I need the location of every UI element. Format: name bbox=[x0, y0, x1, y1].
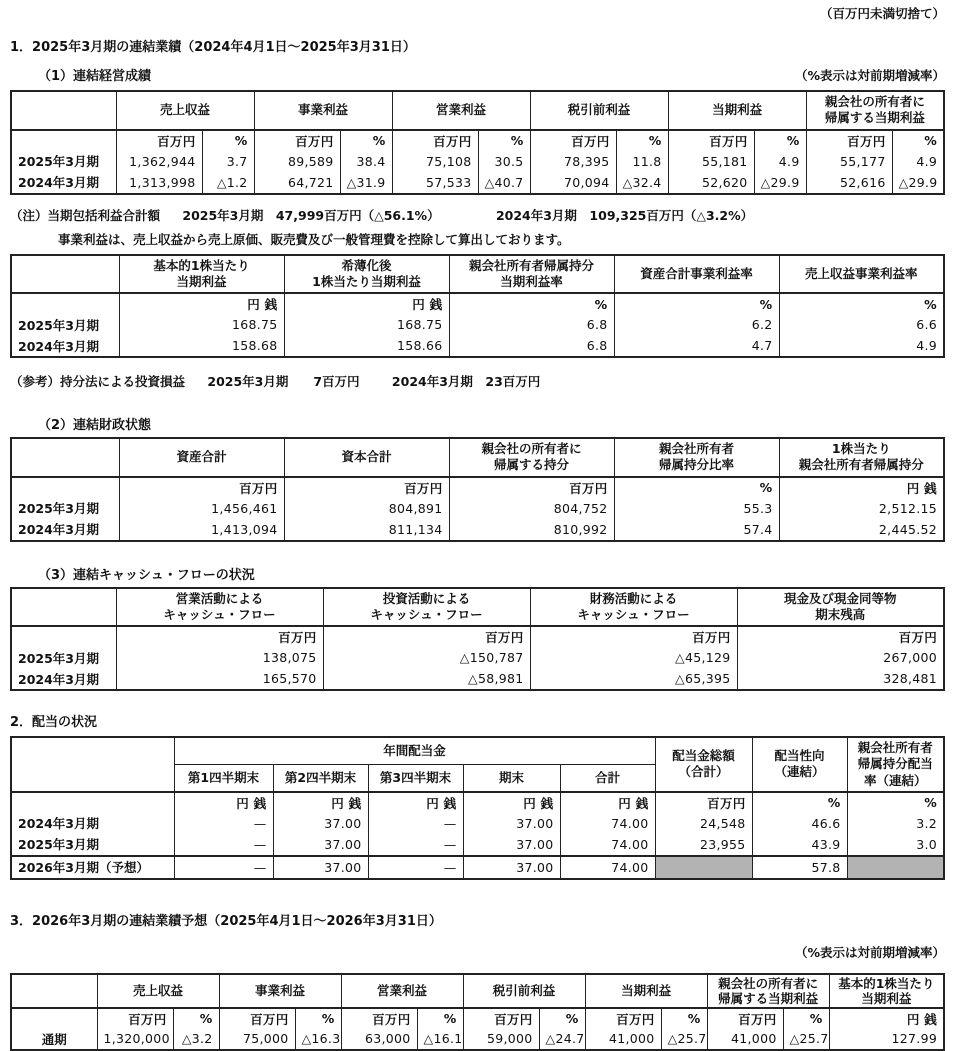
unit-label: 円 銭 bbox=[368, 792, 463, 813]
table-forecast bbox=[10, 973, 945, 1051]
column-header-profit-owners: 親会社の所有者に 帰属する当期利益 bbox=[806, 91, 944, 130]
unit-label: % bbox=[539, 1008, 585, 1029]
table-cell: 55.3 bbox=[614, 498, 779, 519]
column-header-investing-cf: 投資活動による キャッシュ・フロー bbox=[323, 588, 530, 627]
unit-label: % bbox=[202, 130, 254, 151]
table-cell: 75,108 bbox=[392, 151, 478, 172]
table-row bbox=[11, 335, 944, 357]
table-cell: 37.00 bbox=[463, 856, 560, 879]
table-row bbox=[11, 172, 944, 194]
column-header-net-profit: 当期利益 bbox=[668, 91, 806, 130]
row-label: 2026年3月期（予想） bbox=[11, 856, 174, 879]
unit-label: 円 銭 bbox=[779, 477, 944, 498]
table-cell: 64,721 bbox=[254, 172, 340, 194]
unit-label: % bbox=[173, 1008, 219, 1029]
table-cell: 74.00 bbox=[560, 813, 655, 834]
table-cell: △58,981 bbox=[323, 668, 530, 690]
unit-label: 百万円 bbox=[707, 1008, 783, 1029]
table-cell: — bbox=[174, 834, 273, 856]
unit-label: % bbox=[417, 1008, 463, 1029]
row-label bbox=[11, 477, 119, 498]
row-label bbox=[11, 626, 116, 647]
table-cell: 55,181 bbox=[668, 151, 754, 172]
table-operating-results bbox=[10, 90, 945, 195]
section2-title: 2．配当の状況 bbox=[10, 715, 98, 730]
table-cell: △16.1 bbox=[417, 1029, 463, 1050]
table-cell: 4.9 bbox=[754, 151, 806, 172]
table-cell: 75,000 bbox=[219, 1029, 295, 1050]
column-header-roe: 親会社所有者帰属持分 当期利益率 bbox=[449, 255, 614, 294]
unit-label: % bbox=[295, 1008, 341, 1029]
table-cell: 168.75 bbox=[284, 314, 449, 335]
unit-label: 百万円 bbox=[585, 1008, 661, 1029]
unit-label: % bbox=[614, 477, 779, 498]
unit-label: 百万円 bbox=[219, 1008, 295, 1029]
table-row bbox=[11, 498, 944, 519]
row-label bbox=[11, 293, 119, 314]
unit-label: 百万円 bbox=[392, 130, 478, 151]
pct-change-note-1: （%表示は対前期増減率） bbox=[794, 68, 945, 83]
unit-label: % bbox=[340, 130, 392, 151]
table-cell: 37.00 bbox=[463, 834, 560, 856]
column-header-year-end: 期末 bbox=[463, 764, 560, 791]
table-cell: 1,320,000 bbox=[97, 1029, 173, 1050]
column-header-roa: 資産合計事業利益率 bbox=[614, 255, 779, 294]
column-header-equity-ratio: 親会社所有者 帰属持分比率 bbox=[614, 438, 779, 477]
table-cell: 37.00 bbox=[273, 813, 368, 834]
table-cell: 127.99 bbox=[829, 1029, 944, 1050]
unit-label: % bbox=[892, 130, 944, 151]
table-cell: 38.4 bbox=[340, 151, 392, 172]
table-cell: 52,616 bbox=[806, 172, 892, 194]
corner-cell bbox=[11, 438, 119, 477]
table-cell: 3.0 bbox=[847, 834, 944, 856]
column-header-business-profit: 事業利益 bbox=[254, 91, 392, 130]
table-cell: 158.66 bbox=[284, 335, 449, 357]
units-row bbox=[11, 792, 944, 813]
table-cell: △25.7 bbox=[783, 1029, 829, 1050]
rounding-note: （百万円未満切捨て） bbox=[819, 6, 945, 21]
row-label: 2025年3月期 bbox=[11, 314, 119, 335]
table-cell: 57,533 bbox=[392, 172, 478, 194]
table-cell: △25.7 bbox=[661, 1029, 707, 1050]
column-header-total-assets: 資産合計 bbox=[119, 438, 284, 477]
column-header-pretax-profit: 税引前利益 bbox=[530, 91, 668, 130]
table-cell: 158.68 bbox=[119, 335, 284, 357]
corner-cell bbox=[11, 974, 97, 1008]
table-row bbox=[11, 813, 944, 834]
unit-label: 百万円 bbox=[284, 477, 449, 498]
table-cell: 37.00 bbox=[273, 856, 368, 879]
unit-label: % bbox=[661, 1008, 707, 1029]
column-header-q1-end: 第1四半期末 bbox=[174, 764, 273, 791]
unit-label: 円 銭 bbox=[829, 1008, 944, 1029]
column-header-dividend-on-equity: 親会社所有者 帰属持分配当 率（連結） bbox=[847, 737, 944, 792]
header-row bbox=[11, 737, 944, 764]
table-cell: 1,456,461 bbox=[119, 498, 284, 519]
table-cell: △32.4 bbox=[616, 172, 668, 194]
table-cell: 811,134 bbox=[284, 519, 449, 541]
table-cell: — bbox=[368, 856, 463, 879]
row-label bbox=[11, 1008, 97, 1029]
table-dividends bbox=[10, 736, 945, 880]
table-cell: 41,000 bbox=[707, 1029, 783, 1050]
column-header-equity-owners: 親会社の所有者に 帰属する持分 bbox=[449, 438, 614, 477]
column-header-diluted-eps: 希薄化後 1株当たり当期利益 bbox=[284, 255, 449, 294]
table-cell: 74.00 bbox=[560, 856, 655, 879]
table-cell: 89,589 bbox=[254, 151, 340, 172]
column-header-net-profit: 当期利益 bbox=[585, 974, 707, 1008]
table-cell: — bbox=[368, 813, 463, 834]
table-cell: 328,481 bbox=[737, 668, 944, 690]
table-cell: 37.00 bbox=[273, 834, 368, 856]
column-header-operating-profit: 営業利益 bbox=[341, 974, 463, 1008]
table-cell: 78,395 bbox=[530, 151, 616, 172]
unit-label: 百万円 bbox=[449, 477, 614, 498]
header-row bbox=[11, 91, 944, 130]
note-value-2025: 2025年3月期 7百万円 bbox=[207, 374, 360, 389]
note-comprehensive-income bbox=[10, 206, 945, 224]
column-header-profit-owners: 親会社の所有者に 帰属する当期利益 bbox=[707, 974, 829, 1008]
row-label bbox=[11, 792, 174, 813]
table-row bbox=[11, 647, 944, 668]
table-cell: 2,512.15 bbox=[779, 498, 944, 519]
column-header-pretax-profit: 税引前利益 bbox=[463, 974, 585, 1008]
row-label: 2024年3月期 bbox=[11, 335, 119, 357]
column-header-business-profit: 事業利益 bbox=[219, 974, 341, 1008]
units-row bbox=[11, 477, 944, 498]
corner-cell bbox=[11, 737, 174, 792]
table-cell: 63,000 bbox=[341, 1029, 417, 1050]
table-cash-flows bbox=[10, 587, 945, 692]
table-cell: 4.9 bbox=[779, 335, 944, 357]
table-cell: △16.3 bbox=[295, 1029, 341, 1050]
table-cell: △3.2 bbox=[173, 1029, 219, 1050]
table-cell: — bbox=[174, 856, 273, 879]
note-equity-method bbox=[10, 372, 945, 390]
unit-label: 百万円 bbox=[97, 1008, 173, 1029]
column-header-basic-eps: 基本的1株当たり 当期利益 bbox=[829, 974, 944, 1008]
section1-3-title: （3）連結キャッシュ・フローの状況 bbox=[38, 567, 255, 583]
column-header-operating-cf: 営業活動による キャッシュ・フロー bbox=[116, 588, 323, 627]
unit-label: 百万円 bbox=[806, 130, 892, 151]
unit-label: 百万円 bbox=[254, 130, 340, 151]
table-cell: 804,752 bbox=[449, 498, 614, 519]
table-cell: 70,094 bbox=[530, 172, 616, 194]
table-cell: 6.2 bbox=[614, 314, 779, 335]
table-row bbox=[11, 834, 944, 856]
unit-label: % bbox=[616, 130, 668, 151]
table-row bbox=[11, 668, 944, 690]
row-label: 通期 bbox=[11, 1029, 97, 1050]
table-cell: 4.7 bbox=[614, 335, 779, 357]
table-cell: 1,413,094 bbox=[119, 519, 284, 541]
row-label: 2025年3月期 bbox=[11, 498, 119, 519]
unit-label: % bbox=[478, 130, 530, 151]
row-label: 2025年3月期 bbox=[11, 834, 174, 856]
unit-label: 百万円 bbox=[655, 792, 752, 813]
table-cell: 46.6 bbox=[752, 813, 847, 834]
table-row-forecast bbox=[11, 856, 944, 879]
column-header-basic-eps: 基本的1株当たり 当期利益 bbox=[119, 255, 284, 294]
header-row bbox=[11, 588, 944, 627]
corner-cell bbox=[11, 588, 116, 627]
table-cell: 52,620 bbox=[668, 172, 754, 194]
table-cell: 1,313,998 bbox=[116, 172, 202, 194]
note-value-2024: 2024年3月期 109,325百万円（△3.2%） bbox=[495, 207, 754, 223]
column-header-revenue: 売上収益 bbox=[116, 91, 254, 130]
unit-label: 百万円 bbox=[668, 130, 754, 151]
units-row bbox=[11, 293, 944, 314]
column-header-financing-cf: 財務活動による キャッシュ・フロー bbox=[530, 588, 737, 627]
table-cell: △29.9 bbox=[754, 172, 806, 194]
table-cell: 267,000 bbox=[737, 647, 944, 668]
table-cell: 2,445.52 bbox=[779, 519, 944, 541]
table-cell: — bbox=[174, 813, 273, 834]
section3-title: 3．2026年3月期の連結業績予想（2025年4月1日～2026年3月31日） bbox=[10, 913, 442, 929]
table-cell: △29.9 bbox=[892, 172, 944, 194]
row-label bbox=[11, 130, 116, 151]
unit-label: 百万円 bbox=[119, 477, 284, 498]
corner-cell bbox=[11, 255, 119, 294]
units-row bbox=[11, 1008, 944, 1029]
table-cell: 138,075 bbox=[116, 647, 323, 668]
column-header-annual-dividend: 年間配当金 bbox=[174, 737, 655, 764]
table-per-share bbox=[10, 254, 945, 359]
unit-label: % bbox=[847, 792, 944, 813]
unit-label: 百万円 bbox=[323, 626, 530, 647]
column-header-operating-profit: 営業利益 bbox=[392, 91, 530, 130]
table-cell: 1,362,944 bbox=[116, 151, 202, 172]
units-row bbox=[11, 626, 944, 647]
unit-label: 円 銭 bbox=[174, 792, 273, 813]
table-cell: 810,992 bbox=[449, 519, 614, 541]
table-financial-position bbox=[10, 437, 945, 542]
table-cell: 41,000 bbox=[585, 1029, 661, 1050]
header-row bbox=[11, 255, 944, 294]
table-cell: 11.8 bbox=[616, 151, 668, 172]
unit-label: 百万円 bbox=[341, 1008, 417, 1029]
table-cell: △24.7 bbox=[539, 1029, 585, 1050]
table-cell: — bbox=[368, 834, 463, 856]
table-cell: 74.00 bbox=[560, 834, 655, 856]
table-row bbox=[11, 314, 944, 335]
table-row bbox=[11, 1029, 944, 1050]
table-cell: △1.2 bbox=[202, 172, 254, 194]
section1-2-title: （2）連結財政状態 bbox=[38, 418, 152, 433]
row-label: 2024年3月期 bbox=[11, 172, 116, 194]
table-cell: 30.5 bbox=[478, 151, 530, 172]
table-cell: 37.00 bbox=[463, 813, 560, 834]
table-cell: 6.8 bbox=[449, 314, 614, 335]
table-cell: 59,000 bbox=[463, 1029, 539, 1050]
table-cell: △31.9 bbox=[340, 172, 392, 194]
table-cell: 6.8 bbox=[449, 335, 614, 357]
column-header-margin: 売上収益事業利益率 bbox=[779, 255, 944, 294]
unit-label: % bbox=[614, 293, 779, 314]
note-label: （参考）持分法による投資損益 bbox=[10, 374, 186, 389]
table-cell: △45,129 bbox=[530, 647, 737, 668]
table-row bbox=[11, 519, 944, 541]
unit-label: 百万円 bbox=[737, 626, 944, 647]
pct-change-note-2: （%表示は対前期増減率） bbox=[794, 944, 945, 960]
unit-label: 百万円 bbox=[530, 130, 616, 151]
unit-label: 百万円 bbox=[116, 130, 202, 151]
table-cell: 4.9 bbox=[892, 151, 944, 172]
row-label: 2025年3月期 bbox=[11, 151, 116, 172]
unit-label: % bbox=[752, 792, 847, 813]
unit-label: 百万円 bbox=[116, 626, 323, 647]
table-row bbox=[11, 151, 944, 172]
table-cell: △150,787 bbox=[323, 647, 530, 668]
table-cell-blank bbox=[655, 856, 752, 879]
table-cell: △40.7 bbox=[478, 172, 530, 194]
table-cell: 43.9 bbox=[752, 834, 847, 856]
unit-label: 百万円 bbox=[530, 626, 737, 647]
column-header-total: 合計 bbox=[560, 764, 655, 791]
header-row bbox=[11, 438, 944, 477]
unit-label: % bbox=[449, 293, 614, 314]
table-cell: 3.2 bbox=[847, 813, 944, 834]
column-header-q3-end: 第3四半期末 bbox=[368, 764, 463, 791]
column-header-equity-per-share: 1株当たり 親会社所有者帰属持分 bbox=[779, 438, 944, 477]
section1-1-title: （1）連結経営成績 bbox=[38, 69, 152, 84]
column-header-revenue: 売上収益 bbox=[97, 974, 219, 1008]
column-header-payout-ratio: 配当性向 （連結） bbox=[752, 737, 847, 792]
section1-title: 1．2025年3月期の連結業績（2024年4月1日～2025年3月31日） bbox=[10, 40, 416, 55]
row-label: 2024年3月期 bbox=[11, 519, 119, 541]
header-row bbox=[11, 974, 944, 1008]
table-cell: 24,548 bbox=[655, 813, 752, 834]
column-header-cash-equivalents: 現金及び現金同等物 期末残高 bbox=[737, 588, 944, 627]
note-label: （注）当期包括利益合計額 bbox=[10, 207, 161, 223]
row-label: 2025年3月期 bbox=[11, 647, 116, 668]
unit-label: % bbox=[783, 1008, 829, 1029]
table-cell: 57.4 bbox=[614, 519, 779, 541]
unit-label: % bbox=[779, 293, 944, 314]
unit-label: 円 銭 bbox=[560, 792, 655, 813]
table-cell: 6.6 bbox=[779, 314, 944, 335]
corner-cell bbox=[11, 91, 116, 130]
row-label: 2024年3月期 bbox=[11, 668, 116, 690]
table-cell: 55,177 bbox=[806, 151, 892, 172]
table-cell: 168.75 bbox=[119, 314, 284, 335]
unit-label: 円 銭 bbox=[463, 792, 560, 813]
column-header-total-equity: 資本合計 bbox=[284, 438, 449, 477]
unit-label: 円 銭 bbox=[273, 792, 368, 813]
row-label: 2024年3月期 bbox=[11, 813, 174, 834]
units-row bbox=[11, 130, 944, 151]
unit-label: % bbox=[754, 130, 806, 151]
column-header-total-dividends: 配当金総額 （合計） bbox=[655, 737, 752, 792]
table-cell: △65,395 bbox=[530, 668, 737, 690]
table-cell: 3.7 bbox=[202, 151, 254, 172]
table-cell: 804,891 bbox=[284, 498, 449, 519]
column-header-q2-end: 第2四半期末 bbox=[273, 764, 368, 791]
table-cell: 23,955 bbox=[655, 834, 752, 856]
table-cell-blank bbox=[847, 856, 944, 879]
table-cell: 165,570 bbox=[116, 668, 323, 690]
note-business-profit-definition: 事業利益は、売上収益から売上原価、販売費及び一般管理費を控除して算出しております。 bbox=[58, 231, 570, 247]
unit-label: 百万円 bbox=[463, 1008, 539, 1029]
note-value-2024: 2024年3月期 23百万円 bbox=[391, 374, 541, 389]
unit-label: 円 銭 bbox=[284, 293, 449, 314]
table-cell: 57.8 bbox=[752, 856, 847, 879]
unit-label: 円 銭 bbox=[119, 293, 284, 314]
note-value-2025: 2025年3月期 47,999百万円（△56.1%） bbox=[182, 207, 440, 223]
